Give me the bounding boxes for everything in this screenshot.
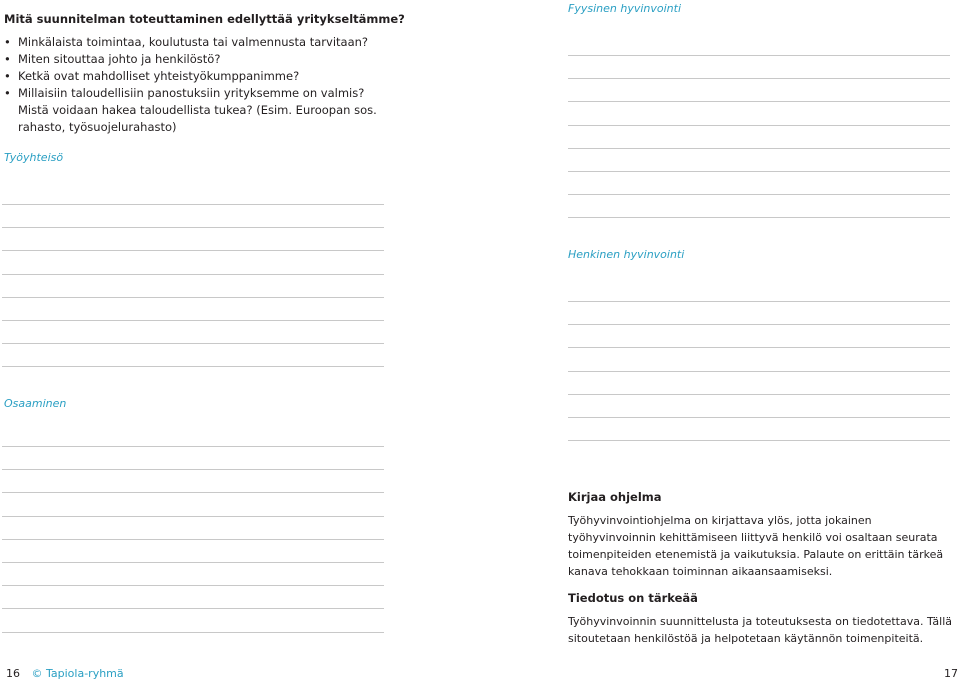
writing-line — [2, 516, 384, 517]
writing-line — [2, 204, 384, 205]
section-heading-tyoyhteiso: Työyhteisö — [4, 151, 64, 164]
writing-line — [568, 101, 950, 102]
writing-line — [568, 217, 950, 218]
info-text: Työhyvinvointiohjelma on kirjattava ylös, jotta jokainen työhyvinvoinnin kehittämiseen liittyvä henkilö voi osaltaan seurata toimenpiteiden etenemistä ja vaikutuksia. Palaute on erittäin tärkeä kanava tehokkaan toiminnan aikaansaamiseksi. — [568, 514, 944, 578]
question-item: • Miten sitouttaa johto ja henkilöstö? — [4, 51, 396, 68]
writing-line — [2, 562, 384, 563]
writing-line — [2, 539, 384, 540]
writing-line — [2, 632, 384, 633]
writing-line — [2, 297, 384, 298]
writing-line — [568, 171, 950, 172]
writing-line — [2, 469, 384, 470]
writing-line — [568, 55, 950, 56]
writing-line — [2, 492, 384, 493]
section-heading-henkinen: Henkinen hyvinvointi — [568, 248, 685, 261]
brand-label: © Tapiola-ryhmä — [31, 667, 124, 680]
page-number-right: 17 — [944, 667, 958, 680]
writing-line — [568, 301, 950, 302]
writing-line — [568, 194, 950, 195]
writing-line — [568, 324, 950, 325]
writing-line — [568, 417, 950, 418]
info-heading: Tiedotus on tärkeää — [568, 591, 698, 605]
writing-line — [2, 585, 384, 586]
info-heading: Kirjaa ohjelma — [568, 490, 662, 504]
writing-line — [2, 320, 384, 321]
info-box-tiedotus — [568, 591, 958, 647]
writing-line — [2, 446, 384, 447]
writing-line — [568, 148, 950, 149]
writing-line — [568, 440, 950, 441]
info-box-kirjaa — [568, 490, 958, 580]
question-list — [4, 34, 396, 136]
info-text: Työhyvinvoinnin suunnittelusta ja toteutuksesta on tiedotettava. Tällä sitoutetaan henkilöstöä ja helpotetaan käytännön toimenpiteitä. — [568, 615, 952, 645]
writing-line — [568, 125, 950, 126]
writing-line — [2, 343, 384, 344]
question-item: • Millaisiin taloudellisiin panostuksiin yrityksemme on valmis? Mistä voidaan hakea taloudellista tukea? (Esim. Euroopan sos. rahasto, työsuojelurahasto) — [4, 85, 396, 136]
footer-left — [6, 667, 124, 680]
question-item: • Ketkä ovat mahdolliset yhteistyökumppanimme? — [4, 68, 396, 85]
writing-line — [2, 227, 384, 228]
writing-line — [568, 394, 950, 395]
writing-line — [2, 608, 384, 609]
writing-line — [2, 274, 384, 275]
question-title: Mitä suunnitelman toteuttaminen edellyttää yritykseltämme? — [4, 12, 405, 26]
page-number-left: 16 — [6, 667, 20, 680]
writing-line — [2, 250, 384, 251]
writing-line — [568, 78, 950, 79]
section-heading-fyysinen: Fyysinen hyvinvointi — [568, 2, 681, 15]
question-item: • Minkälaista toimintaa, koulutusta tai valmennusta tarvitaan? — [4, 34, 396, 51]
writing-line — [2, 366, 384, 367]
writing-line — [568, 371, 950, 372]
section-heading-osaaminen: Osaaminen — [4, 397, 67, 410]
writing-line — [568, 347, 950, 348]
